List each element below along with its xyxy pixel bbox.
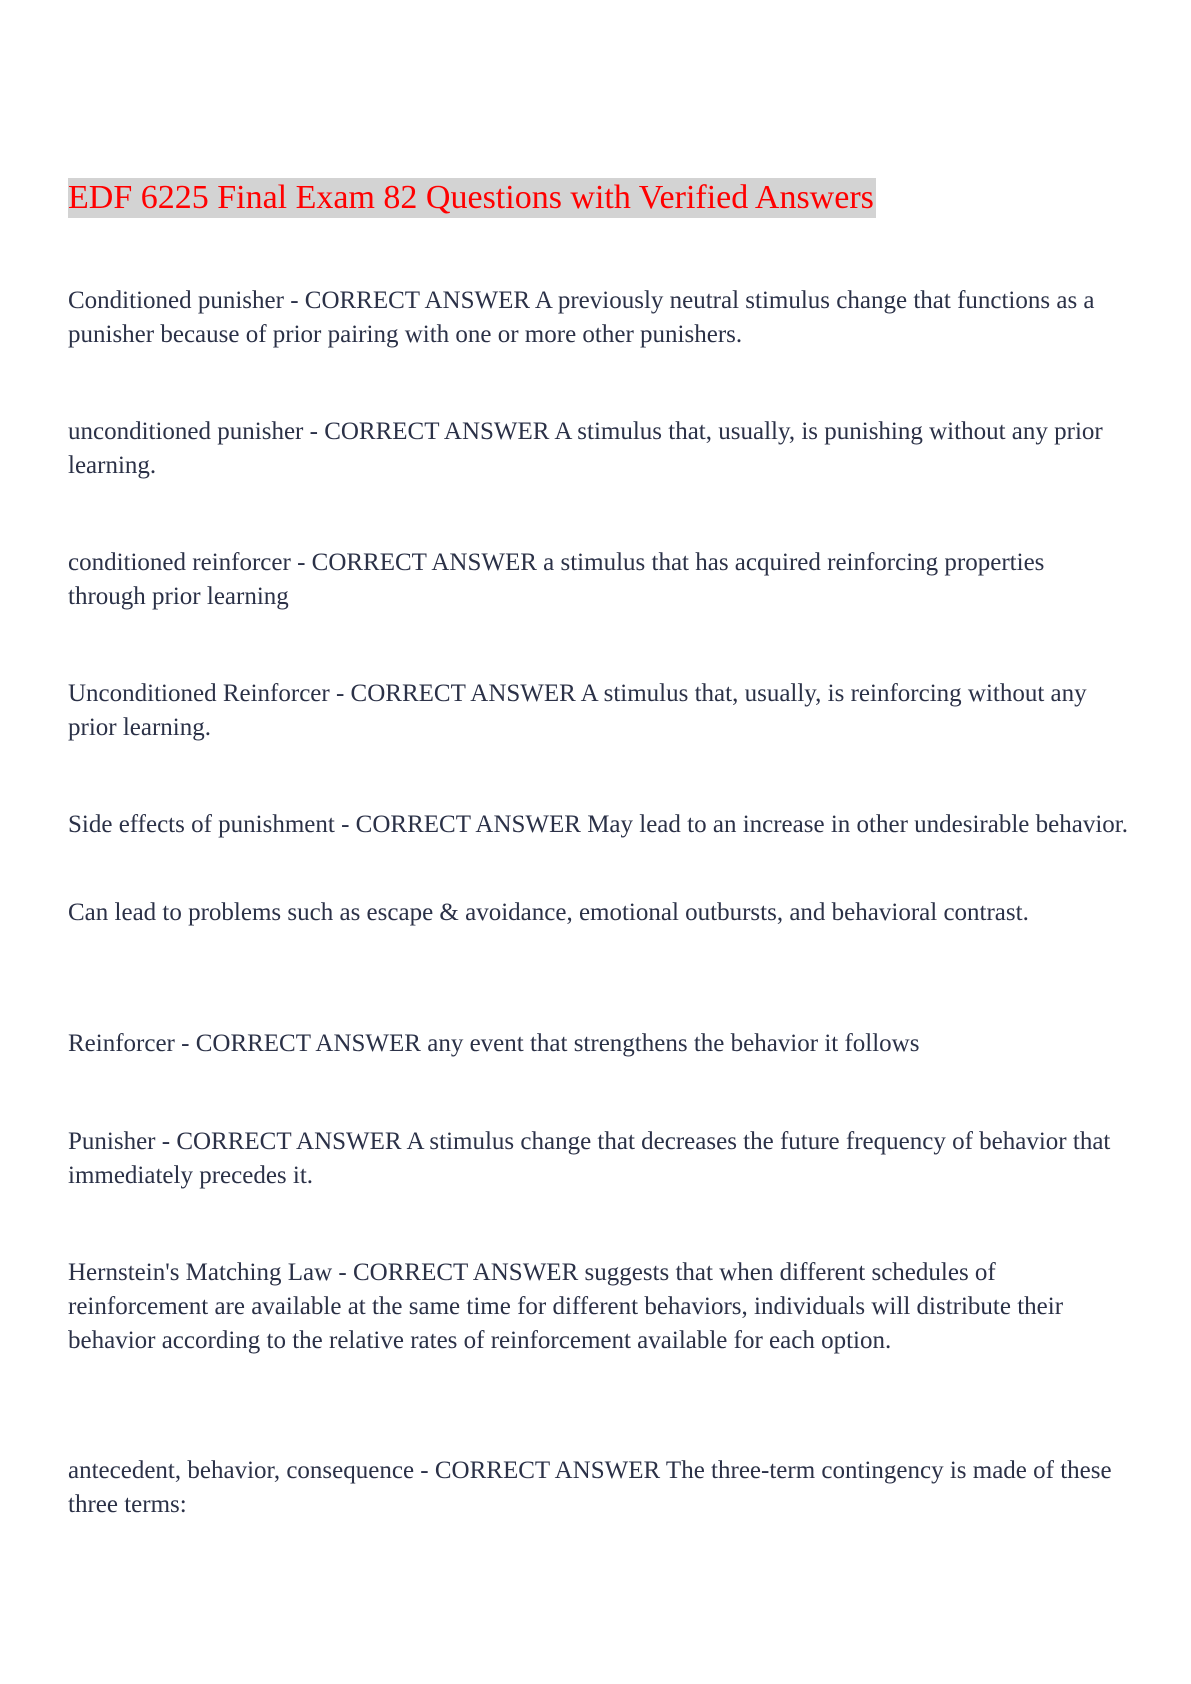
qa-entry-unconditioned-reinforcer: Unconditioned Reinforcer - CORRECT ANSWER A stimulus that, usually, is reinforcing without any prior learning. (68, 680, 1087, 741)
qa-entry-punisher: Punisher - CORRECT ANSWER A stimulus change that decreases the future frequency of behavior that immediately precedes it. (68, 1128, 1111, 1189)
qa-entry-conditioned-reinforcer: conditioned reinforcer - CORRECT ANSWER a stimulus that has acquired reinforcing properties through prior learning (68, 549, 1045, 610)
qa-entry-side-effects-continuation: Can lead to problems such as escape & avoidance, emotional outbursts, and behavioral contrast. (68, 899, 1029, 926)
qa-entry-three-term-contingency: antecedent, behavior, consequence - CORRECT ANSWER The three-term contingency is made of these three terms: (68, 1457, 1112, 1518)
document-title: EDF 6225 Final Exam 82 Questions with Verified Answers (68, 179, 874, 216)
qa-entry-matching-law: Hernstein's Matching Law - CORRECT ANSWER suggests that when different schedules of reinforcement are available at the same time for different behaviors, individuals will distribute their behavior according to the relative rates of reinforcement available for each option. (68, 1259, 1064, 1354)
qa-entry-reinforcer: Reinforcer - CORRECT ANSWER any event that strengthens the behavior it follows (68, 1030, 920, 1057)
qa-entry-side-effects-of-punishment: Side effects of punishment - CORRECT ANSWER May lead to an increase in other undesirable behavior. (68, 811, 1128, 838)
qa-entry-conditioned-punisher: Conditioned punisher - CORRECT ANSWER A previously neutral stimulus change that functions as a punisher because of prior pairing with one or more other punishers. (68, 287, 1095, 348)
qa-entry-unconditioned-punisher: unconditioned punisher - CORRECT ANSWER A stimulus that, usually, is punishing without any prior learning. (68, 418, 1103, 479)
